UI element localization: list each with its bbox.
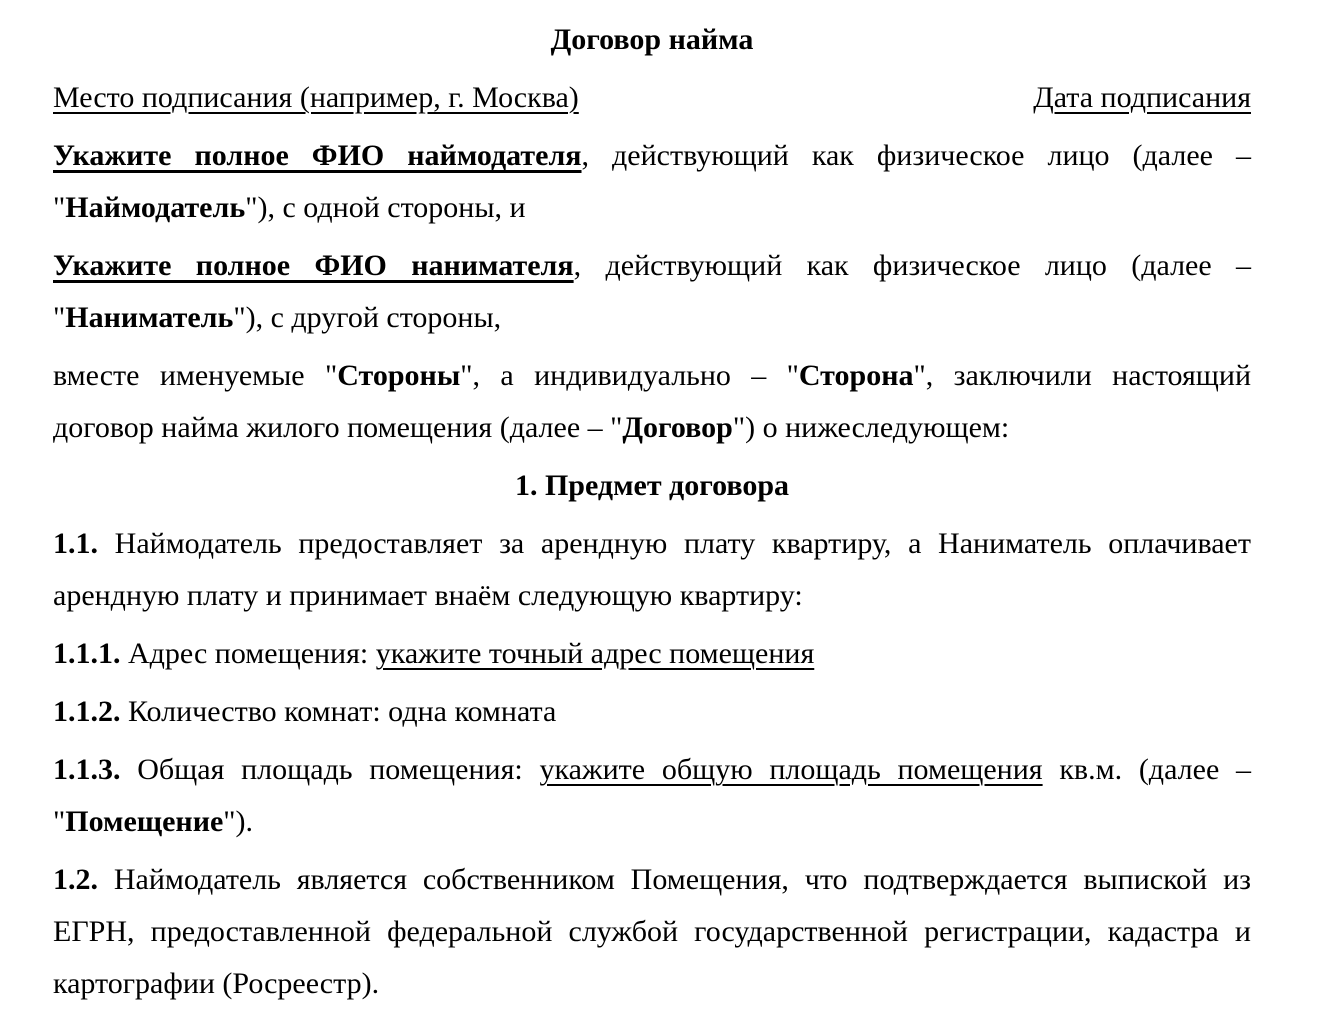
text-run: ") о нижеследующем: [732, 411, 1010, 444]
text-run: ", а индивидуально – " [460, 359, 799, 392]
text-run: Укажите полное ФИО наймодателя [53, 139, 582, 172]
paragraph-parties-definition [53, 350, 1251, 454]
text-run: 1.1.3. [53, 753, 121, 786]
clause-1-1-3-area [53, 744, 1251, 848]
signing-place-field: Место подписания (например, г. Москва) [53, 81, 579, 114]
text-run: "). [223, 805, 254, 838]
text-run: ", заключили настоящий договор найма жилого помещения (далее – " [53, 359, 1251, 444]
text-run: Наниматель [65, 301, 234, 334]
text-run: Помещение [65, 805, 224, 838]
text-run: Общая площадь помещения: [120, 753, 540, 786]
paragraph-tenant-intro [53, 240, 1251, 344]
text-run: "), с другой стороны, [233, 301, 502, 334]
text-run: 1.2. [53, 863, 98, 896]
text-run: вместе именуемые " [53, 359, 338, 392]
text-run: , действующий как физическое лицо (далее – " [53, 139, 1251, 224]
text-run: 1.1.1. [53, 637, 121, 670]
text-run: Стороны [337, 359, 461, 392]
text-run: Адрес помещения: [120, 637, 376, 670]
text-run: кв.м. (далее – " [53, 753, 1251, 838]
signing-date-field: Дата подписания [1033, 81, 1251, 114]
signing-row [53, 72, 1251, 124]
text-run: 1.1. [53, 527, 98, 560]
text-run: Укажите полное ФИО нанимателя [53, 249, 574, 282]
section-heading-subject: 1. Предмет договора [514, 469, 790, 502]
text-run: Договор [622, 411, 733, 444]
text-run: "), с одной стороны, и [245, 191, 526, 224]
text-run: укажите общую площадь помещения [539, 753, 1043, 786]
text-run: Наймодатель является собственником Помещения, что подтверждается выпиской из ЕГРН, предоставленной федеральной службой государственной регистрации, кадастра и картографии (Росреестр). [53, 863, 1251, 1000]
text-run: , действующий как физическое лицо (далее – " [53, 249, 1251, 334]
text-run: Наймодатель предоставляет за арендную плату квартиру, а Наниматель оплачивает арендную плату и принимает внаём следующую квартиру: [53, 527, 1251, 612]
text-run: Наймодатель [65, 191, 246, 224]
document-title: Договор найма [550, 23, 754, 56]
text-run: Количество комнат: одна комната [120, 695, 557, 728]
text-run: укажите точный адрес помещения [375, 637, 815, 670]
clause-1-1-1-address [53, 628, 1251, 680]
clause-1-1 [53, 518, 1251, 622]
clause-1-1-2-rooms [53, 686, 1251, 738]
text-run: 1.1.2. [53, 695, 121, 728]
text-run: Сторона [798, 359, 914, 392]
paragraph-landlord-intro [53, 130, 1251, 234]
clause-1-2-ownership [53, 854, 1251, 1010]
